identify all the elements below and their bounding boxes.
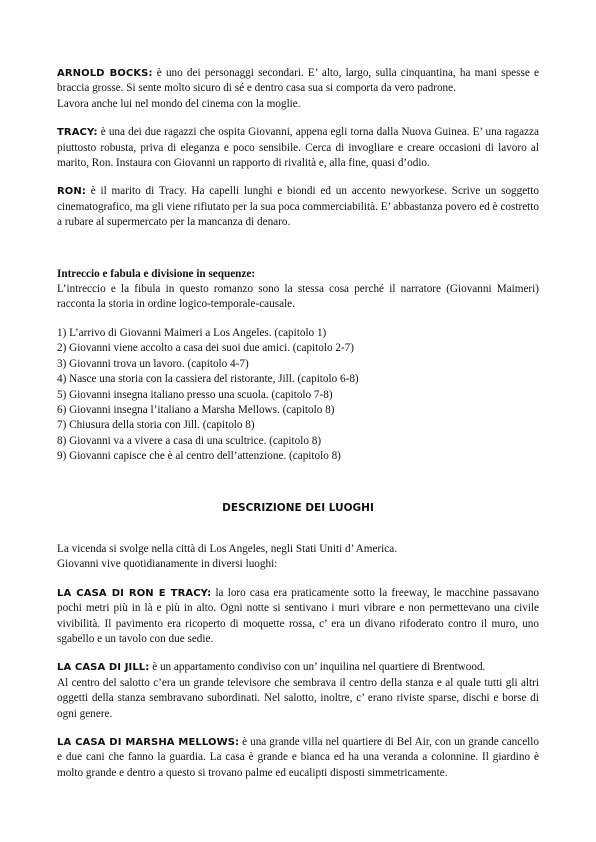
sequence-item: 6) Giovanni insegna l’italiano a Marsha Mellows. (capitolo 8) — [57, 403, 335, 416]
character-description: è uno dei personaggi secondari. E’ alto, largo, sulla cinquantina, ha mani spesse e braccia grosse. Si sente molto sicuro di sé e dentro casa sua si comporta da vero padrone. — [57, 67, 539, 95]
place-description: è un appartamento condiviso con un’ inquilina nel quartiere di Brentwood. — [152, 661, 486, 674]
place-description: è una grande villa nel quartiere di Bel Air, con un grande cancello e due cani che fanno la guardia. La casa è grande e bianca ed ha una veranda a colonnine. Il giardino è molto grande e dentro a questo si trovano palme ed eucalipti disposti simmetricamente. — [57, 736, 539, 779]
sequence-list — [57, 326, 539, 465]
sequence-item: 3) Giovanni trova un lavoro. (capitolo 4-7) — [57, 357, 249, 370]
place-jill-extra: Al centro del salotto c’era un grande televisore che sembrava il centro della stanza e al quale tutti gli altri oggetti della stanza sembravano subordinati. Nel salotto, inoltre, c’ erano riviste sparse, dischi e borse di ogni genere. — [57, 676, 539, 720]
sequence-item: 9) Giovanni capisce che è al centro dell’attenzione. (capitolo 8) — [57, 450, 341, 463]
sequence-item: 2) Giovanni viene accolto a casa dei suoi due amici. (capitolo 2-7) — [57, 342, 354, 355]
place-name: LA CASA DI JILL: — [57, 662, 150, 674]
sequence-item: 7) Chiusura della storia con Jill. (capitolo 8) — [57, 419, 255, 432]
places-intro-line: Giovanni vive quotidianamente in diversi luoghi: — [57, 558, 278, 571]
character-name: RON: — [57, 186, 86, 198]
character-arnold-extra: Lavora anche lui nel mondo del cinema con la moglie. — [57, 97, 301, 110]
character-name: TRACY: — [57, 127, 98, 139]
document-page — [57, 66, 539, 781]
place-name: LA CASA DI RON E TRACY: — [57, 587, 212, 599]
sequence-item: 1) L’arrivo di Giovanni Maimeri a Los Angeles. (capitolo 1) — [57, 326, 327, 339]
character-name: ARNOLD BOCKS: — [57, 68, 153, 79]
character-ron-paragraph — [57, 184, 539, 230]
place-jill-paragraph — [57, 660, 539, 675]
character-tracy-paragraph — [57, 125, 539, 171]
character-description: è il marito di Tracy. Ha capelli lunghi e biondi ed un accento newyorkese. Scrive un soggetto cinematografico, ma gli viene rifiutato per la sua poca commerciabilità. E’ abbastanza povero ed è costretto a rubare al supermercato per la mancanza di denaro. — [57, 185, 539, 229]
plot-intro: L’intreccio e la fibula in questo romanzo sono la stessa cosa perché il narratore (Giovanni Maimeri) racconta la storia in ordine logico-temporale-causale. — [57, 283, 539, 311]
places-section-title: DESCRIZIONE DEI LUOGHI — [222, 501, 374, 514]
sequence-item: 8) Giovanni va a vivere a casa di una scultrice. (capitolo 8) — [57, 434, 322, 447]
character-description: è una dei due ragazzi che ospita Giovanni, appena egli torna dalla Nuova Guinea. E’ una ragazza piuttosto robusta, priva di eleganza e poco sensibile. Cerca di invogliare e creare occasioni di lavoro al marito, Ron. Instaura con Giovanni un rapporto di rivalità e, alla fine, quasi d’odio. — [57, 126, 539, 170]
place-description: la loro casa era praticamente sotto la freeway, le macchine passavano pochi metri più in là e più in alto. Ogni notte si sentivano i muri vibrare e non permettevano una civile vivibilità. Il pavimento era ricoperto di moquette rossa, c’ era un divano rifoderato contro il muro, uno sgabello e un tavolo con due sedie. — [57, 586, 540, 645]
place-ron-tracy-paragraph — [57, 586, 539, 648]
places-intro-line: La vicenda si svolge nella città di Los Angeles, negli Stati Uniti d’ America. — [57, 542, 397, 555]
sequence-item: 4) Nasce una storia con la cassiera del ristorante, Jill. (capitolo 6-8) — [57, 373, 359, 386]
character-arnold-paragraph — [57, 66, 539, 97]
plot-section-title: Intreccio e fabula e divisione in sequenze: — [57, 267, 256, 280]
place-marsha-paragraph — [57, 735, 539, 781]
sequence-item: 5) Giovanni insegna italiano presso una scuola. (capitolo 7-8) — [57, 388, 333, 401]
place-name: LA CASA DI MARSHA MELLOWS: — [57, 737, 240, 748]
